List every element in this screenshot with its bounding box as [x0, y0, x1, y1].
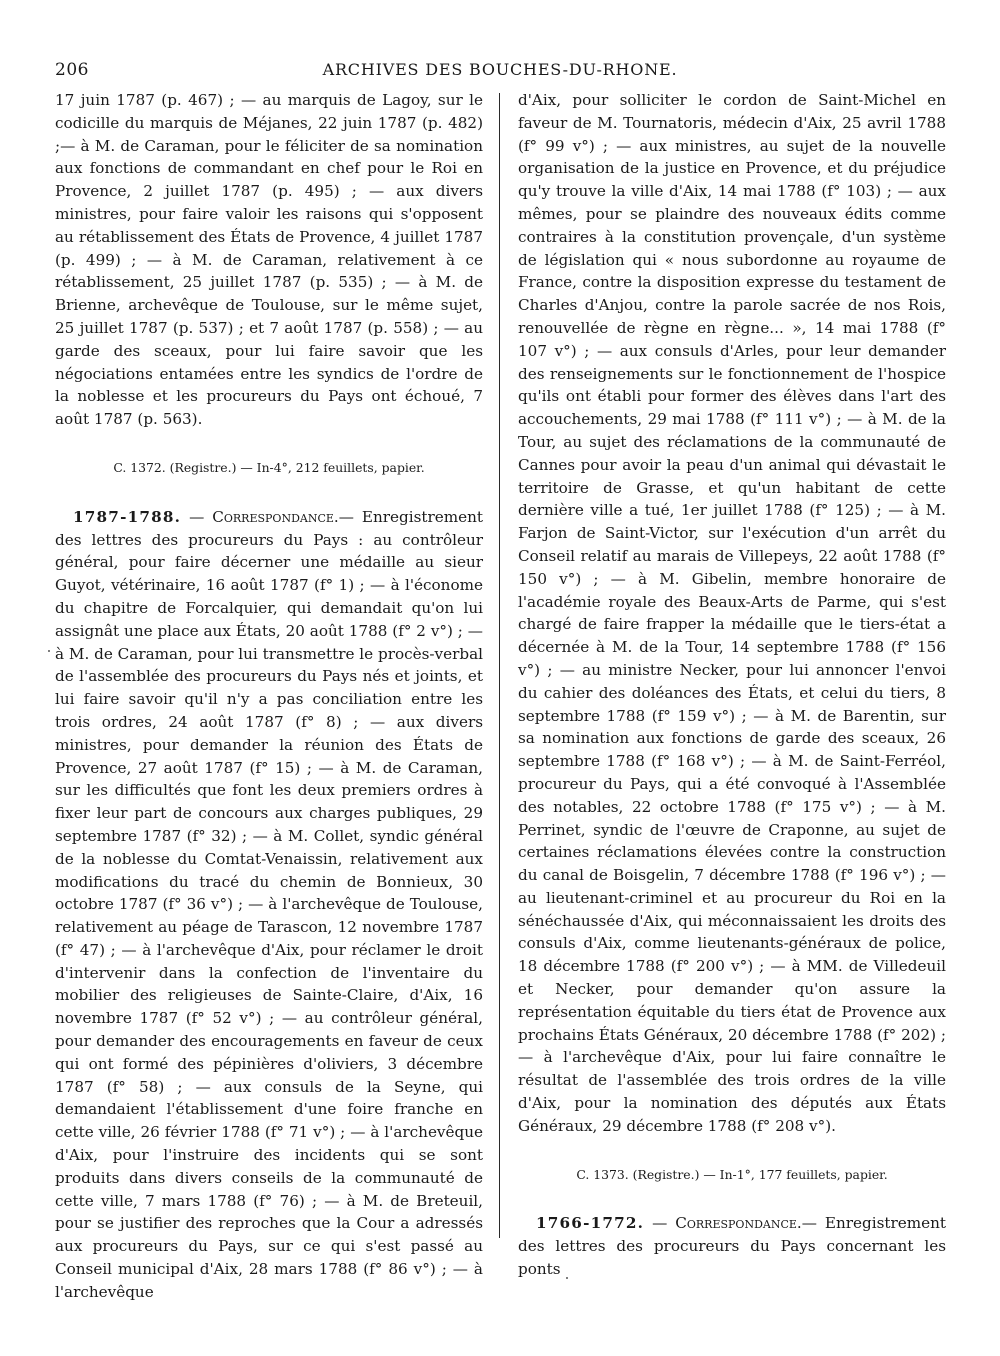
- entry-date: 1787-1788.: [73, 507, 182, 526]
- running-title: ARCHIVES DES BOUCHES-DU-RHONE.: [322, 60, 678, 79]
- page-header: [55, 60, 945, 84]
- entry-text: — Enregistrement des lettres des procureurs du Pays concernant les ponts: [518, 1214, 946, 1279]
- archive-reference: C. 1373. (Registre.) — In-1°, 177 feuillets, papier.: [576, 1166, 888, 1182]
- entry-paragraph: [518, 1212, 946, 1280]
- right-column: [518, 89, 946, 1281]
- left-column: [55, 89, 483, 1304]
- column-divider: [499, 93, 500, 1238]
- entry-paragraph: [55, 506, 483, 1304]
- entry-text: — Enregistrement des lettres des procureurs du Pays : au contrôleur général, pour faire décerner une médaille au sieur Guyot, vétérinaire, 16 août 1787 (f° 1) ; — à l'économe du chapitre de Forcalquier, qui demandait qu'on lui assignât une place aux États, 20 août 1788 (f° 2 v°) ; — à M. de Caraman, pour lui transmettre le procès-verbal de l'assemblée des procureurs du Pays nés et joints, et lui faire savoir qu'il n'y a pas conciliation entre les trois ordres, 24 août 1787 (f° 8) ; — aux divers ministres, pour demander la réunion des États de Provence, 27 août 1787 (f° 15) ; — à M. de Caraman, sur les difficultés que font les deux premiers ordres à fixer leur part de concours aux charges publiques, 29 septembre 1787 (f° 32) ; — à M. Collet, syndic général de la noblesse du Comtat-Venaissin, relativement aux modifications du tracé du chemin de Bonnieux, 30 octobre 1787 (f° 36 v°) ; — à l'archevêque de Toulouse, relativement au péage de Tarascon, 12 novembre 1787 (f° 47) ; — à l'archevêque d'Aix, pour réclamer le droit d'intervenir dans la confection de l'inventaire du mobilier des religieuses de Sainte-Claire, d'Aix, 16 novembre 1787 (f° 52 v°) ; — au contrôleur général, pour demander des encouragements en faveur de ceux qui ont formé des pépinières d'oliviers, 3 décembre 1787 (f° 58) ; — aux consuls de la Seyne, qui demandaient l'établissement d'une foire franche en cette ville, 26 février 1788 (f° 71 v°) ; — à l'archevêque d'Aix, pour l'instruire des incidents qui se sont produits dans divers conseils de la communauté de cette ville, 7 mars 1788 (f° 76) ; — à M. de Breteuil, pour se justifier des reproches que la Cour a adressés aux procureurs du Pays, sur ce qui s'est passé au Conseil municipal d'Aix, 28 mars 1788 (f° 86 v°) ; — à l'archevêque: [55, 507, 483, 1301]
- scan-speck: [566, 1277, 568, 1279]
- entry-title: — Correspondance.: [652, 1214, 802, 1233]
- scan-speck: [48, 650, 50, 652]
- entry-continuation-left: 17 juin 1787 (p. 467) ; — au marquis de Lagoy, sur le codicille du marquis de Méjanes, 22 juin 1787 (p. 482) ;— à M. de Caraman, pour le féliciter de sa nomination aux fonctions de commandant en chef pour le Roi en Provence, 2 juillet 1787 (p. 495) ; — aux divers ministres, pour faire valoir les raisons qui s'opposent au rétablissement des États de Provence, 4 juillet 1787 (p. 499) ; — à M. de Caraman, relativement à ce rétablissement, 25 juillet 1787 (p. 535) ; — à M. de Brienne, archevêque de Toulouse, sur le même sujet, 25 juillet 1787 (p. 537) ; et 7 août 1787 (p. 558) ; — au garde des sceaux, pour lui faire savoir que les négociations entamées entre les syndics de l'ordre de la noblesse et les procureurs du Pays ont échoué, 7 août 1787 (p. 563).: [55, 91, 483, 429]
- entry-continuation-right: d'Aix, pour solliciter le cordon de Saint-Michel en faveur de M. Tournatoris, médecin d'Aix, 25 avril 1788 (f° 99 v°) ; — aux ministres, au sujet de la nouvelle organisation de la justice en Provence, et du préjudice qu'y trouve la ville d'Aix, 14 mai 1788 (f° 103) ; — aux mêmes, pour se plaindre des nouveaux édits comme contraires à la constitution provençale, d'un système de législation qui « nous subordonne au royaume de France, contre la disposition expresse du testament de Charles d'Anjou, contre la parole sacrée de nos Rois, renouvellée de règne en règne... », 14 mai 1788 (f° 107 v°) ; — aux consuls d'Arles, pour leur demander des renseignements sur le fonctionnement de l'hospice qu'ils ont établi pour former des élèves dans l'art des accouchements, 29 mai 1788 (f° 111 v°) ; — à M. de la Tour, au sujet des réclamations de la communauté de Cannes pour avoir la peau d'un animal qui dévastait le territoire de Grasse, et qu'un habitant de cette dernière ville a tué, 1er juillet 1788 (f° 125) ; — à M. Farjon de Saint-Victor, sur l'exécution d'un arrêt du Conseil relatif au marais de Villepeys, 22 août 1788 (f° 150 v°) ; — à M. Gibelin, membre honoraire de l'académie royale des Beaux-Arts de Parme, qui s'est chargé de faire frapper la médaille que le tiers-état a décernée à M. de la Tour, 14 septembre 1788 (f° 156 v°) ; — au ministre Necker, pour lui annoncer l'envoi du cahier des doléances des États, et celui du tiers, 8 septembre 1788 (f° 159 v°) ; — à M. de Barentin, sur sa nomination aux fonctions de garde des sceaux, 26 septembre 1788 (f° 168 v°) ; — à M. de Saint-Ferréol, procureur du Pays, qui a été convoqué à l'Assemblée des notables, 22 octobre 1788 (f° 175 v°) ; — à M. Perrinet, syndic de l'œuvre de Craponne, au sujet de certaines réclamations élevées contre la construction du canal de Boisgelin, 7 décembre 1788 (f° 196 v°) ; — au lieutenant-criminel et au procureur du Roi en la sénéchaussée d'Aix, qui méconnaissaient les droits des consuls d'Aix, comme lieutenants-généraux de police, 18 décembre 1788 (f° 200 v°) ; — à MM. de Villedeuil et Necker, pour demander qu'on assure la représentation équitable du tiers état de Provence aux prochains États Généraux, 20 décembre 1788 (f° 202) ; — à l'archevêque d'Aix, pour lui faire connaître le résultat de l'assemblée des trois ordres de la ville d'Aix, pour la nomination des députés aux États Généraux, 29 décembre 1788 (f° 208 v°).: [518, 91, 946, 1135]
- page-number: 206: [55, 60, 89, 80]
- entry-date: 1766-1772.: [536, 1214, 645, 1233]
- archive-reference: C. 1372. (Registre.) — In-4°, 212 feuillets, papier.: [113, 459, 425, 475]
- entry-title: — Correspondance.: [189, 507, 339, 526]
